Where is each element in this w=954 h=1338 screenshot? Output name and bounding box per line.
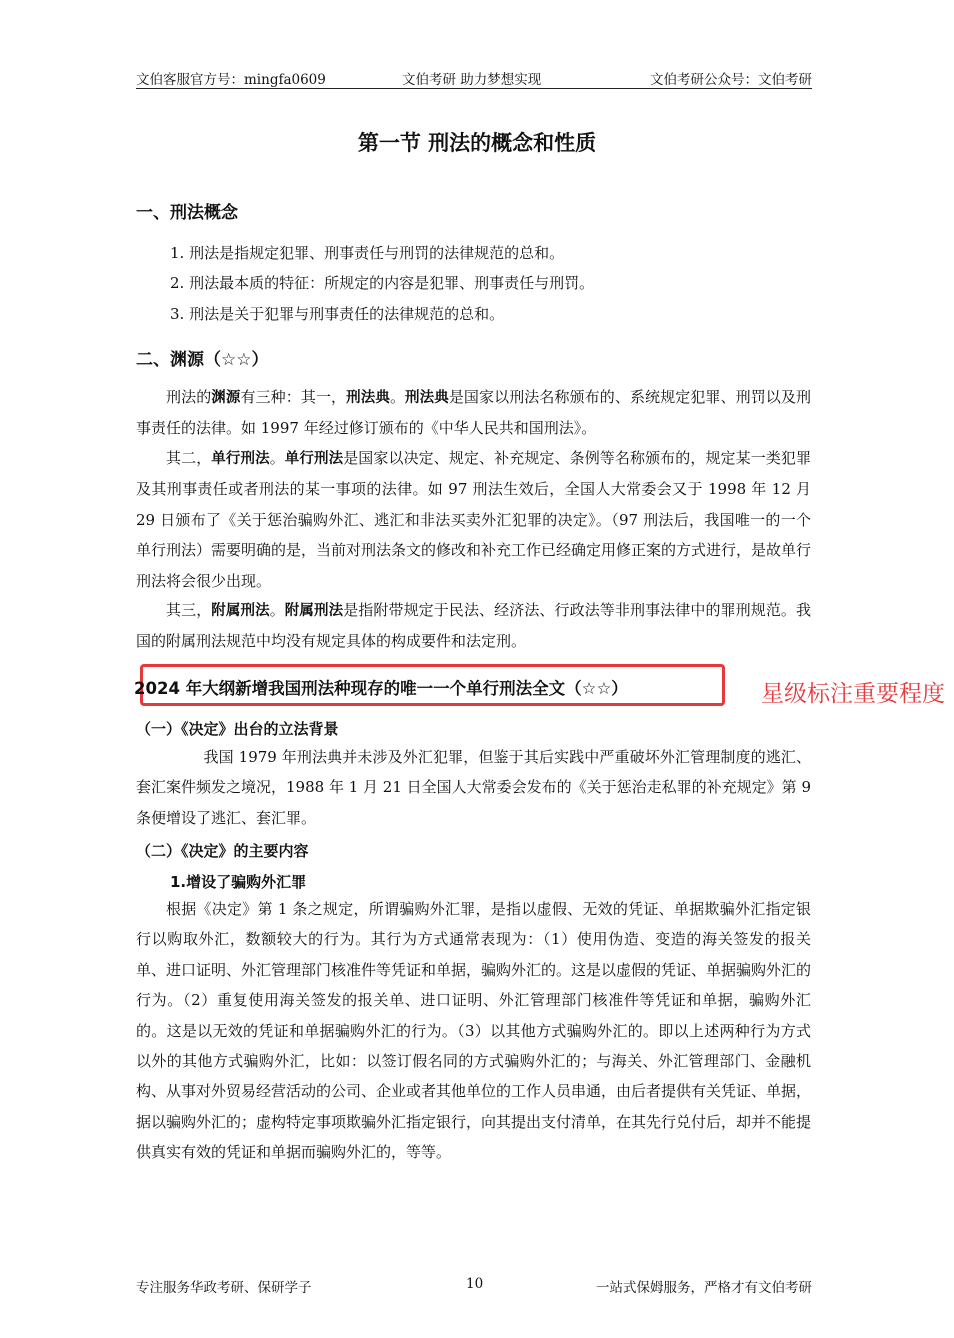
heading-criminal-law-concept: 一、刑法概念 xyxy=(136,203,238,223)
paragraph-fraud-forex-crime: 根据《决定》第 1 条之规定，所谓骗购外汇罪，是指以虚假、无效的凭证、单据欺骗外汇指定银行以购取外汇，数额较大的行为。其行为方式通常表现为：（1）使用伪造、变造的海关签发的报关单、进口证明、外汇管理部门核准件等凭证和单据，骗购外汇的。这是以虚假的凭证、单据骗购外汇的行为。（2）重复使用海关签发的报关单、进口证明、外汇管理部门核准件等凭证和单据，骗购外汇的。这是以无效的凭证和单据骗购外汇的行为。（3）以其他方式骗购外汇的。即以上述两种行为方式以外的其他方式骗购外汇，比如：以签订假名同的方式骗购外汇的；与海关、外汇管理部门、金融机构、从事对外贸易经营活动的公司、企业或者其他单位的工作人员串通，由后者提供有关凭证、单据，据以骗购外汇的；虚构特定事项欺骗外汇指定银行，向其提出支付清单，在其先行兑付后，却并不能提供真实有效的凭证和单据而骗购外汇的，等等。 xyxy=(136,900,812,1162)
page-header xyxy=(136,68,812,89)
heading-main-content: （二）《决定》的主要内容 xyxy=(136,842,309,860)
header-center-text: 文伯考研 助力梦想实现 xyxy=(402,72,542,88)
footer-left-text: 专注服务华政考研、保研学子 xyxy=(136,1280,312,1296)
header-right-text: 文伯考研公众号：文伯考研 xyxy=(650,72,812,88)
heading-legislative-background: （一）《决定》出台的立法背景 xyxy=(136,720,339,738)
footer-right-text: 一站式保姆服务，严格才有文伯考研 xyxy=(596,1280,812,1296)
section-title: 第一节 刑法的概念和性质 xyxy=(357,131,597,155)
heading-sources: 二、渊源（☆☆） xyxy=(136,350,269,370)
paragraph-source-code: 刑法的渊源有三种：其一，刑法典。刑法典是国家以刑法名称颁布的、系统规定犯罪、刑罚以及刑事责任的法律。如 1997 年经过修订颁布的《中华人民共和国刑法》。 xyxy=(136,388,811,438)
header-left-text: 文伯客服官方号：mingfa0609 xyxy=(136,72,326,88)
highlight-heading: 2024 年大纲新增我国刑法种现存的唯一一个单行刑法全文（☆☆） xyxy=(134,679,628,698)
page-number: 10 xyxy=(466,1276,484,1292)
list-item: 3. 刑法是关于犯罪与刑事责任的法律规范的总和。 xyxy=(170,305,505,323)
list-item: 2. 刑法最本质的特征：所规定的内容是犯罪、刑事责任与刑罚。 xyxy=(170,274,595,292)
heading-fraud-forex-crime: 1.增设了骗购外汇罪 xyxy=(170,873,307,891)
list-item: 1. 刑法是指规定犯罪、刑事责任与刑罚的法律规范的总和。 xyxy=(170,244,565,262)
annotation-note: 星级标注重要程度 xyxy=(761,681,945,707)
paragraph-separate-criminal-law: 其二，单行刑法。单行刑法是国家以决定、规定、补充规定、条例等名称颁布的，规定某一类犯罪及其刑事责任或者刑法的某一事项的法律。如 97 刑法生效后，全国人大常委会又于 1998 年 12 月 29 日颁布了《关于惩治骗购外汇、逃汇和非法买卖外汇犯罪的决定》。（97 刑法后，我国唯一的一个单行刑法）需要明确的是，当前对刑法条文的修改和补充工作已经确定用修正案的方式进行，是故单行刑法将会很少出现。 xyxy=(136,449,812,590)
paragraph-legislative-background: 我国 1979 年刑法典并未涉及外汇犯罪，但鉴于其后实践中严重破坏外汇管理制度的逃汇、套汇案件频发之境况，1988 年 1 月 21 日全国人大常委会发布的《关于惩治走私罪的补充规定》第 9 条便增设了逃汇、套汇罪。 xyxy=(136,748,811,827)
paragraph-subsidiary-criminal-law: 其三，附属刑法。附属刑法是指附带规定于民法、经济法、行政法等非刑事法律中的罪刑规范。我国的附属刑法规范中均没有规定具体的构成要件和法定刑。 xyxy=(136,601,812,651)
